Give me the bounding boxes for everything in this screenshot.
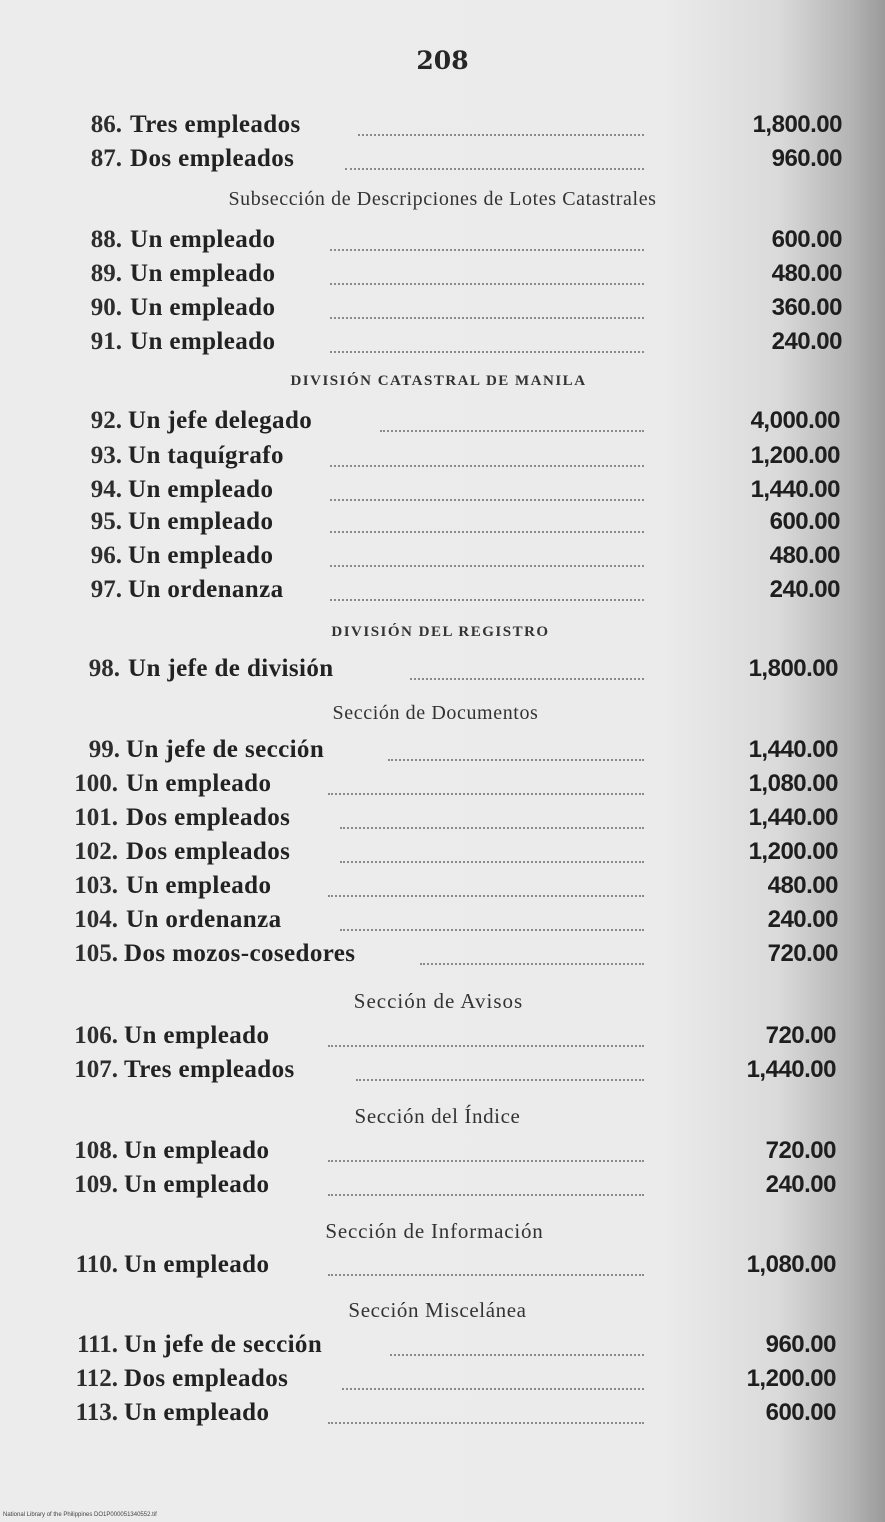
list-item — [0, 652, 885, 686]
item-number: 113. — [75, 1399, 118, 1426]
item-amount: 720.00 — [767, 940, 838, 967]
item-number: 108. — [74, 1137, 118, 1164]
dot-leader — [328, 895, 644, 897]
item-description: Un empleado — [124, 1399, 270, 1426]
section-heading-informacion: Sección de Información — [325, 1219, 544, 1243]
item-number: 88. — [90, 226, 122, 253]
item-amount: 240.00 — [767, 906, 838, 933]
item-amount: 1,200.00 — [746, 1365, 836, 1392]
dot-leader — [328, 1045, 644, 1047]
item-description: Un ordenanza — [126, 906, 282, 933]
item-description: Un empleado — [124, 1022, 270, 1049]
dot-leader — [330, 351, 644, 353]
item-description: Un empleado — [124, 1137, 270, 1164]
dot-leader — [342, 1388, 644, 1390]
item-amount: 1,200.00 — [748, 838, 838, 865]
dot-leader — [330, 565, 644, 567]
list-item — [0, 1362, 885, 1396]
item-number: 87. — [90, 145, 122, 172]
item-amount: 1,200.00 — [750, 442, 840, 469]
item-amount: 240.00 — [765, 1171, 836, 1198]
item-description: Un empleado — [130, 294, 276, 321]
item-description: Un empleado — [128, 508, 274, 535]
dot-leader — [330, 599, 644, 601]
dot-leader — [328, 1160, 644, 1162]
section-heading-avisos: Sección de Avisos — [353, 989, 524, 1013]
item-description: Un taquígrafo — [128, 442, 284, 469]
item-number: 93. — [90, 442, 122, 469]
item-amount: 600.00 — [771, 226, 842, 253]
dot-leader — [340, 827, 644, 829]
list-item — [0, 835, 885, 869]
item-number: 110. — [75, 1251, 118, 1278]
dot-leader — [330, 317, 644, 319]
item-description: Dos mozos-cosedores — [124, 940, 356, 967]
item-description: Dos empleados — [126, 804, 291, 831]
item-number: 96. — [90, 542, 122, 569]
item-amount: 240.00 — [769, 576, 840, 603]
section-heading-documentos: Sección de Documentos — [332, 702, 539, 724]
section-heading-division-catastral: DIVISIÓN CATASTRAL DE MANILA — [290, 373, 587, 389]
item-description: Un empleado — [128, 476, 274, 503]
item-description: Dos empleados — [124, 1365, 289, 1392]
item-description: Dos empleados — [130, 145, 295, 172]
item-description: Tres empleados — [124, 1056, 295, 1083]
list-item — [0, 325, 885, 359]
list-item — [0, 1019, 885, 1053]
item-number: 99. — [88, 736, 120, 763]
footer-credit: National Library of the Philippines DO1P000051340552.tif — [3, 1512, 157, 1518]
section-heading-lotes: Subsección de Descripciones de Lotes Catastrales — [228, 188, 657, 210]
dot-leader — [358, 134, 644, 136]
item-amount: 1,440.00 — [748, 736, 838, 763]
item-amount: 720.00 — [765, 1137, 836, 1164]
item-number: 86. — [90, 111, 122, 138]
dot-leader — [330, 531, 644, 533]
item-amount: 1,440.00 — [748, 804, 838, 831]
item-amount: 600.00 — [769, 508, 840, 535]
item-description: Un empleado — [124, 1171, 270, 1198]
item-description: Un jefe de sección — [126, 736, 325, 763]
item-number: 98. — [88, 655, 120, 682]
list-item — [0, 767, 885, 801]
dot-leader — [390, 1354, 644, 1356]
item-number: 104. — [74, 906, 118, 933]
dot-leader — [328, 1422, 644, 1424]
item-description: Un empleado — [130, 226, 276, 253]
section-heading-division-registro: DIVISIÓN DEL REGISTRO — [331, 624, 550, 640]
item-amount: 240.00 — [771, 328, 842, 355]
dot-leader — [356, 1079, 644, 1081]
list-item — [0, 1168, 885, 1202]
item-number: 97. — [90, 576, 122, 603]
item-amount: 960.00 — [771, 145, 842, 172]
list-item — [0, 223, 885, 257]
item-description: Dos empleados — [126, 838, 291, 865]
section-heading-miscelanea: Sección Miscelánea — [348, 1298, 527, 1322]
item-description: Un ordenanza — [128, 576, 284, 603]
item-number: 101. — [74, 804, 118, 831]
item-amount: 1,800.00 — [752, 111, 842, 138]
list-item — [0, 291, 885, 325]
list-item — [0, 539, 885, 573]
item-amount: 1,800.00 — [748, 655, 838, 682]
item-amount: 480.00 — [771, 260, 842, 287]
item-number: 95. — [90, 508, 122, 535]
item-description: Un jefe de sección — [124, 1331, 323, 1358]
list-item — [0, 869, 885, 903]
item-description: Un empleado — [128, 542, 274, 569]
item-amount: 720.00 — [765, 1022, 836, 1049]
dot-leader — [328, 1194, 644, 1196]
item-amount: 360.00 — [771, 294, 842, 321]
item-description: Un jefe delegado — [128, 407, 313, 434]
dot-leader — [410, 678, 644, 680]
list-item — [0, 1328, 885, 1362]
item-number: 91. — [90, 328, 122, 355]
item-amount: 480.00 — [767, 872, 838, 899]
dot-leader — [340, 929, 644, 931]
item-description: Un empleado — [130, 260, 276, 287]
section-heading-indice: Sección del Índice — [354, 1104, 521, 1128]
dot-leader — [330, 283, 644, 285]
list-item — [0, 108, 885, 142]
list-item — [0, 505, 885, 539]
list-item — [0, 937, 885, 971]
list-item — [0, 801, 885, 835]
item-number: 112. — [75, 1365, 118, 1392]
list-item — [0, 1248, 885, 1282]
item-description: Un empleado — [124, 1251, 270, 1278]
dot-leader — [345, 168, 644, 170]
item-number: 102. — [74, 838, 118, 865]
list-item — [0, 1134, 885, 1168]
item-amount: 1,080.00 — [748, 770, 838, 797]
item-number: 111. — [77, 1331, 118, 1358]
item-number: 89. — [90, 260, 122, 287]
dot-leader — [328, 1274, 644, 1276]
item-amount: 960.00 — [765, 1331, 836, 1358]
item-amount: 1,440.00 — [746, 1056, 836, 1083]
dot-leader — [330, 249, 644, 251]
item-number: 92. — [90, 407, 122, 434]
list-item — [0, 903, 885, 937]
list-item — [0, 257, 885, 291]
list-item — [0, 1396, 885, 1430]
item-description: Un empleado — [126, 770, 272, 797]
dot-leader — [380, 430, 644, 432]
item-amount: 1,080.00 — [746, 1251, 836, 1278]
item-amount: 4,000.00 — [750, 407, 840, 434]
item-number: 105. — [74, 940, 118, 967]
item-number: 100. — [74, 770, 118, 797]
list-item — [0, 1053, 885, 1087]
item-number: 107. — [74, 1056, 118, 1083]
dot-leader — [420, 963, 644, 965]
item-number: 109. — [74, 1171, 118, 1198]
item-amount: 480.00 — [769, 542, 840, 569]
item-number: 94. — [90, 476, 122, 503]
item-description: Un empleado — [126, 872, 272, 899]
list-item — [0, 404, 885, 438]
item-description: Un empleado — [130, 328, 276, 355]
list-item — [0, 142, 885, 176]
dot-leader — [330, 465, 644, 467]
dot-leader — [328, 793, 644, 795]
item-amount: 600.00 — [765, 1399, 836, 1426]
list-item — [0, 473, 885, 507]
item-description: Un jefe de división — [128, 655, 334, 682]
list-item — [0, 733, 885, 767]
list-item — [0, 573, 885, 607]
dot-leader — [388, 759, 644, 761]
page-number: 208 — [416, 46, 469, 75]
dot-leader — [340, 861, 644, 863]
item-description: Tres empleados — [130, 111, 301, 138]
dot-leader — [330, 499, 644, 501]
list-item — [0, 439, 885, 473]
item-number: 90. — [90, 294, 122, 321]
item-number: 106. — [74, 1022, 118, 1049]
item-amount: 1,440.00 — [750, 476, 840, 503]
item-number: 103. — [74, 872, 118, 899]
